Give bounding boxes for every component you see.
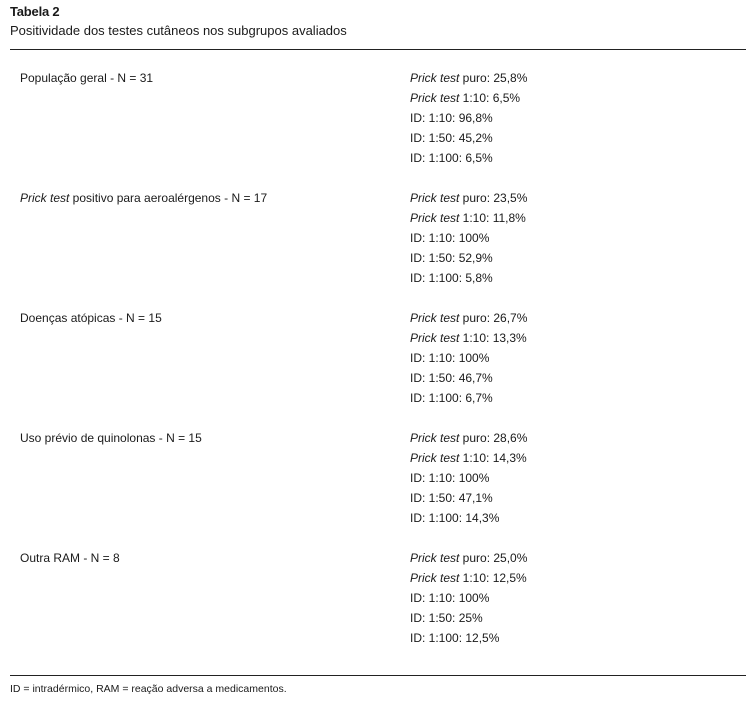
row-label: População geral - N = 31 [20,71,154,85]
value-line: Prick test 1:10: 6,5% [410,91,521,105]
value-line: ID: 1:50: 47,1% [410,491,493,505]
value-line: ID: 1:50: 46,7% [410,371,493,385]
table-title: Tabela 2 [10,4,60,19]
value-line: Prick test puro: 28,6% [410,431,528,445]
value-line: ID: 1:50: 52,9% [410,251,493,265]
value-line: ID: 1:100: 6,7% [410,391,493,405]
table-row [0,548,752,668]
value-line: ID: 1:10: 96,8% [410,111,493,125]
value-line: ID: 1:100: 5,8% [410,271,493,285]
top-rule [10,49,746,50]
row-label: Prick test positivo para aeroalérgenos - N = 17 [20,191,268,205]
row-label: Outra RAM - N = 8 [20,551,120,565]
table-row [0,68,752,188]
value-line: Prick test puro: 25,8% [410,71,528,85]
table-row [0,428,752,548]
row-values [410,308,527,408]
table-row [0,308,752,428]
value-line: Prick test 1:10: 13,3% [410,331,527,345]
value-line: ID: 1:100: 12,5% [410,631,500,645]
row-values [410,548,527,648]
table-body [0,68,752,668]
value-line: Prick test 1:10: 14,3% [410,451,527,465]
row-values [410,428,527,528]
value-line: ID: 1:100: 6,5% [410,151,493,165]
row-label: Doenças atópicas - N = 15 [20,311,162,325]
value-line: ID: 1:50: 25% [410,611,483,625]
row-values [410,188,527,288]
value-line: ID: 1:10: 100% [410,351,490,365]
table-subtitle: Positividade dos testes cutâneos nos subgrupos avaliados [10,23,347,38]
value-line: ID: 1:100: 14,3% [410,511,500,525]
value-line: ID: 1:10: 100% [410,591,490,605]
value-line: Prick test puro: 26,7% [410,311,528,325]
table-row [0,188,752,308]
value-line: Prick test 1:10: 11,8% [410,211,526,225]
value-line: ID: 1:10: 100% [410,231,490,245]
value-line: ID: 1:50: 45,2% [410,131,493,145]
row-label: Uso prévio de quinolonas - N = 15 [20,431,202,445]
table-footnote: ID = intradérmico, RAM = reação adversa a medicamentos. [10,683,287,695]
value-line: Prick test 1:10: 12,5% [410,571,527,585]
row-values [410,68,527,168]
value-line: Prick test puro: 25,0% [410,551,528,565]
value-line: Prick test puro: 23,5% [410,191,528,205]
bottom-rule [10,675,746,676]
value-line: ID: 1:10: 100% [410,471,490,485]
